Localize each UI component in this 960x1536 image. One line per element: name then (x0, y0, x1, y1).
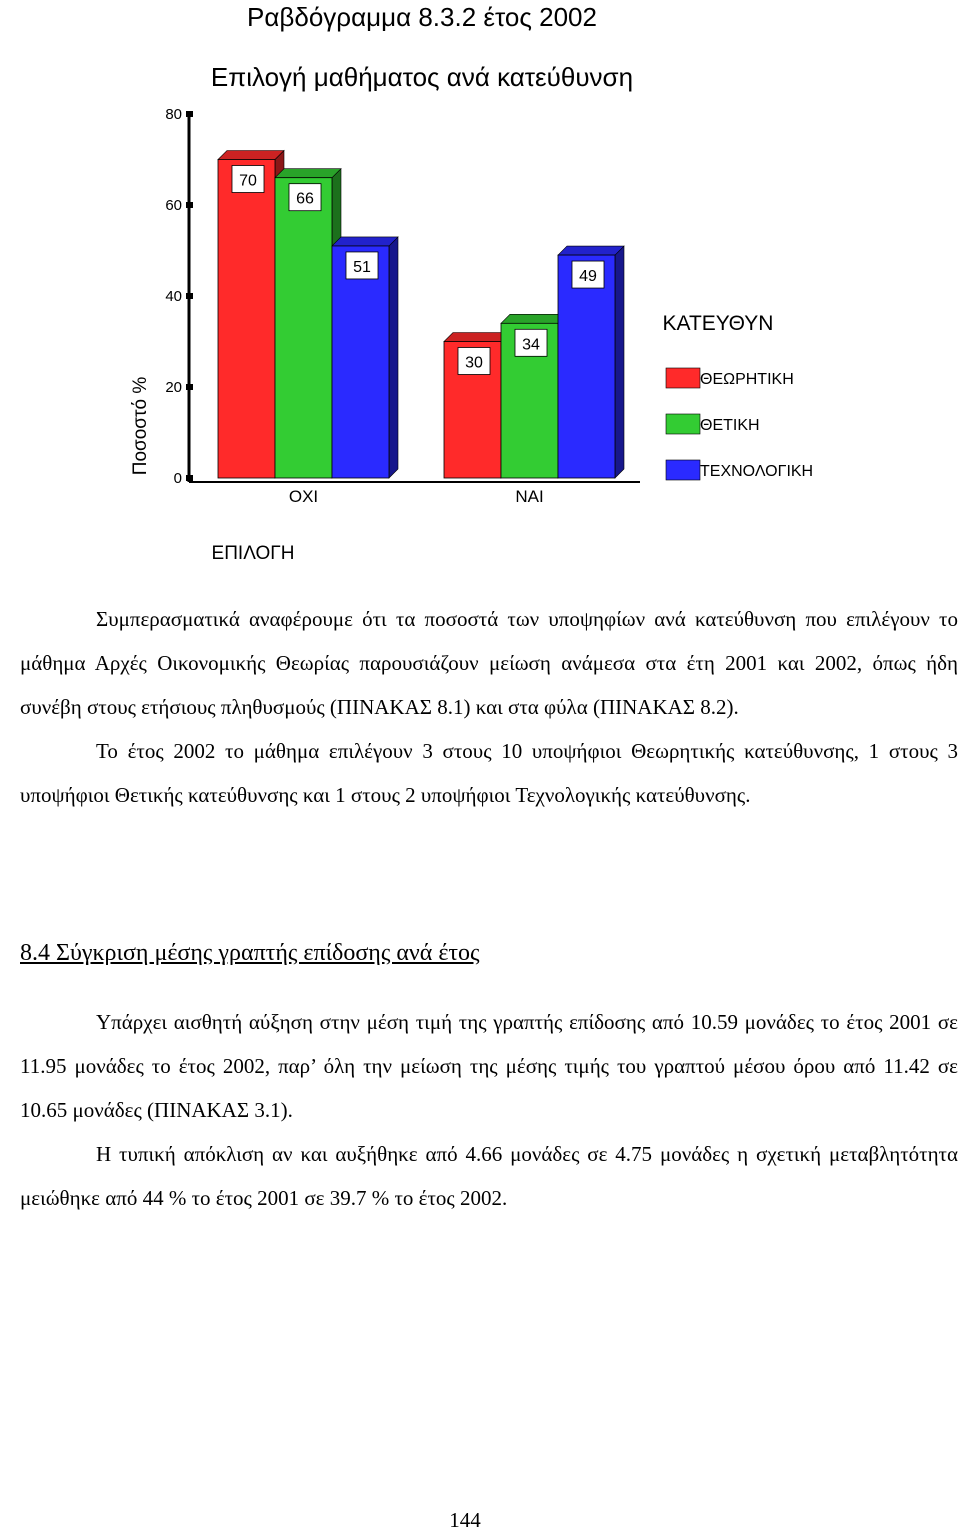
legend-title: ΚΑΤΕΥΘΥΝ (662, 312, 774, 335)
y-tick-mark (186, 111, 193, 117)
plot-area (165, 106, 640, 506)
legend-item (666, 368, 794, 388)
bar-top-face (332, 237, 398, 246)
y-tick-mark (186, 202, 193, 208)
bar-ΘΕΤΙΚΗ-ΟΧΙ (275, 169, 341, 478)
bar-chart (0, 0, 960, 580)
y-tick-label: 80 (165, 106, 182, 123)
x-category-labels (289, 487, 544, 506)
legend-item (666, 460, 813, 480)
paragraph-ratios: Το έτος 2002 το μάθημα επιλέγουν 3 στους 10 υποψήφιοι Θεωρητικής κατεύθυνσης, 1 στους 3 υποψήφιοι Θετικής κατεύθυνσης και 1 στους 2 υποψήφιοι Τεχνολογικής κατεύθυνσης. (20, 739, 958, 807)
legend-item (666, 414, 760, 434)
data-label: 66 (296, 190, 314, 208)
data-label: 34 (522, 336, 540, 354)
y-tick-mark (186, 384, 193, 390)
bar-top-face (558, 246, 624, 255)
data-label: 70 (239, 172, 257, 190)
section-heading: 8.4 Σύγκριση μέσης γραπτής επίδοσης ανά έτος (20, 940, 480, 966)
bar-side-face (389, 237, 398, 478)
y-tick-label: 0 (173, 470, 182, 487)
data-label: 49 (579, 268, 597, 286)
bar-ΘΕΩΡΗΤΙΚΗ-ΝΑΙ (444, 333, 510, 479)
y-tick-mark (186, 293, 193, 299)
y-axis-title: Ποσοστό % (130, 376, 151, 476)
bar-front-face (558, 255, 615, 478)
paragraph-std-dev: Η τυπική απόκλιση αν και αυξήθηκε από 4.66 μονάδες σε 4.75 μονάδες η σχετική μεταβλητότητα μειώθηκε από 44 % το έτος 2001 σε 39.7 % το έτος 2002. (20, 1142, 958, 1210)
bar-front-face (332, 246, 389, 478)
y-tick-label: 20 (165, 379, 182, 396)
bar-top-face (444, 333, 510, 342)
bar-top-face (275, 169, 341, 178)
chart-subtitle: Επιλογή μαθήματος ανά κατεύθυνση (210, 62, 634, 92)
bars (218, 151, 624, 479)
legend-label: ΘΕΤΙΚΗ (700, 417, 760, 434)
bar-front-face (275, 178, 332, 478)
legend-label: ΘΕΩΡΗΤΙΚΗ (700, 371, 794, 388)
bar-top-face (501, 314, 567, 323)
legend-swatch (666, 368, 700, 388)
y-tick-mark (186, 475, 193, 481)
legend-swatch (666, 460, 700, 480)
bar-side-face (615, 246, 624, 478)
paragraph-conclusion: Συμπερασματικά αναφέρουμε ότι τα ποσοστά των υποψηφίων ανά κατεύθυνση που επιλέγουν το μάθημα Αρχές Οικονομικής Θεωρίας παρουσιάζουν μείωση ανάμεσα στα έτη 2001 και 2002, όπως ήδη συνέβη στους ετήσιους πληθυσμούς (ΠΙΝΑΚΑΣ 8.1) και στα φύλα (ΠΙΝΑΚΑΣ 8.2). (20, 607, 958, 719)
y-tick-label: 40 (165, 288, 182, 305)
comparison-text (20, 1000, 958, 1220)
data-label: 30 (465, 354, 483, 372)
legend (663, 312, 814, 480)
bar-ΤΕΧΝΟΛΟΓΙΚΗ-ΟΧΙ (332, 237, 398, 478)
x-category-label: ΝΑΙ (515, 487, 544, 506)
bar-ΤΕΧΝΟΛΟΓΙΚΗ-ΝΑΙ (558, 246, 624, 478)
x-axis-title: ΕΠΙΛΟΓΗ (211, 543, 295, 564)
x-category-label: ΟΧΙ (288, 487, 319, 506)
conclusion-text (20, 597, 958, 817)
paragraph-mean-score: Υπάρχει αισθητή αύξηση στην μέση τιμή της γραπτής επίδοσης από 10.59 μονάδες το έτος 2001 σε 11.95 μονάδες το έτος 2002, παρ’ όλη την μείωση της μέσης τιμής του γραπτού μέσου όρου από 11.42 σε 10.65 μονάδες (ΠΙΝΑΚΑΣ 3.1). (20, 1010, 958, 1122)
chart-title: Ραβδόγραμμα 8.3.2 έτος 2002 (247, 2, 597, 32)
data-label: 51 (353, 258, 371, 276)
legend-swatch (666, 414, 700, 434)
y-tick-label: 60 (165, 197, 182, 214)
page-number: 144 (449, 1508, 481, 1532)
bar-front-face (218, 160, 275, 479)
bar-top-face (218, 151, 284, 160)
bar-ΘΕΤΙΚΗ-ΝΑΙ (501, 314, 567, 478)
bar-ΘΕΩΡΗΤΙΚΗ-ΟΧΙ (218, 151, 284, 479)
legend-label: ΤΕΧΝΟΛΟΓΙΚΗ (700, 463, 814, 480)
